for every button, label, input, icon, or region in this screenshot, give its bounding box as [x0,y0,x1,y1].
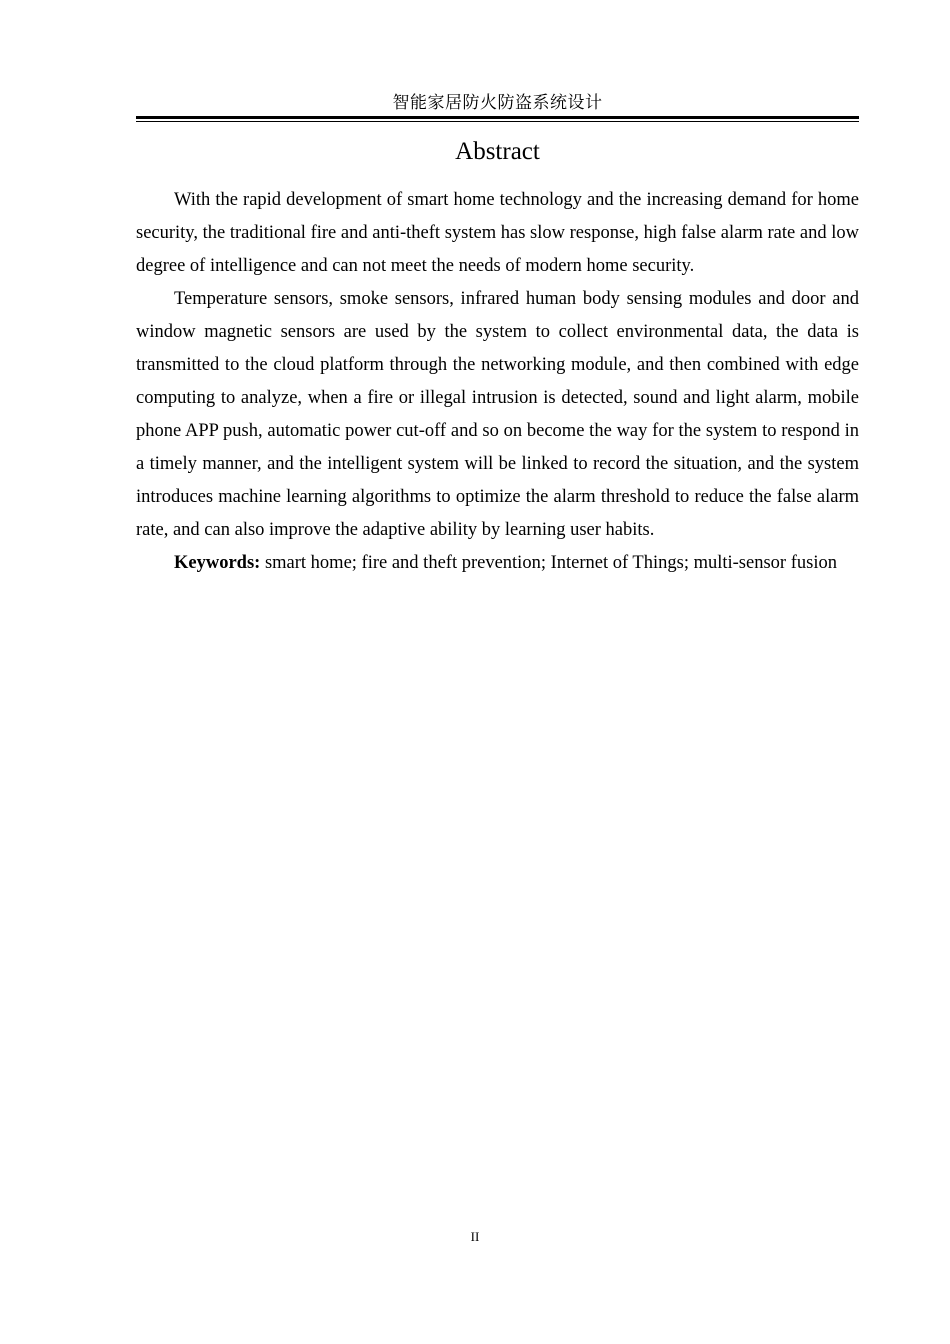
keywords-line [136,547,859,580]
page-number: II [470,1229,480,1244]
running-header: 智能家居防火防盗系统设计 [392,93,603,113]
keywords-label: Keywords: [174,553,261,573]
header-rule-thick [136,116,859,119]
abstract-body [136,184,859,580]
abstract-paragraph-2: Temperature sensors, smoke sensors, infrared human body sensing modules and door and window magnetic sensors are used by the system to collect environmental data, the data is transmitted to the cloud platform through the networking module, and then combined with edge computing to analyze, when a fire or illegal intrusion is detected, sound and light alarm, mobile phone APP push, automatic power cut-off and so on become the way for the system to respond in a timely manner, and the intelligent system will be linked to record the situation, and the system introduces machine learning algorithms to optimize the alarm threshold to reduce the false alarm rate, and can also improve the adaptive ability by learning user habits. [136,289,859,540]
keywords-text: smart home; fire and theft prevention; Internet of Things; multi-sensor fusion [264,553,837,573]
header-rule-thin [136,121,859,122]
abstract-paragraph-1: With the rapid development of smart home technology and the increasing demand for home security, the traditional fire and anti-theft system has slow response, high false alarm rate and low degree of intelligence and can not meet the needs of modern home security. [136,190,859,276]
abstract-title: Abstract [455,138,540,165]
